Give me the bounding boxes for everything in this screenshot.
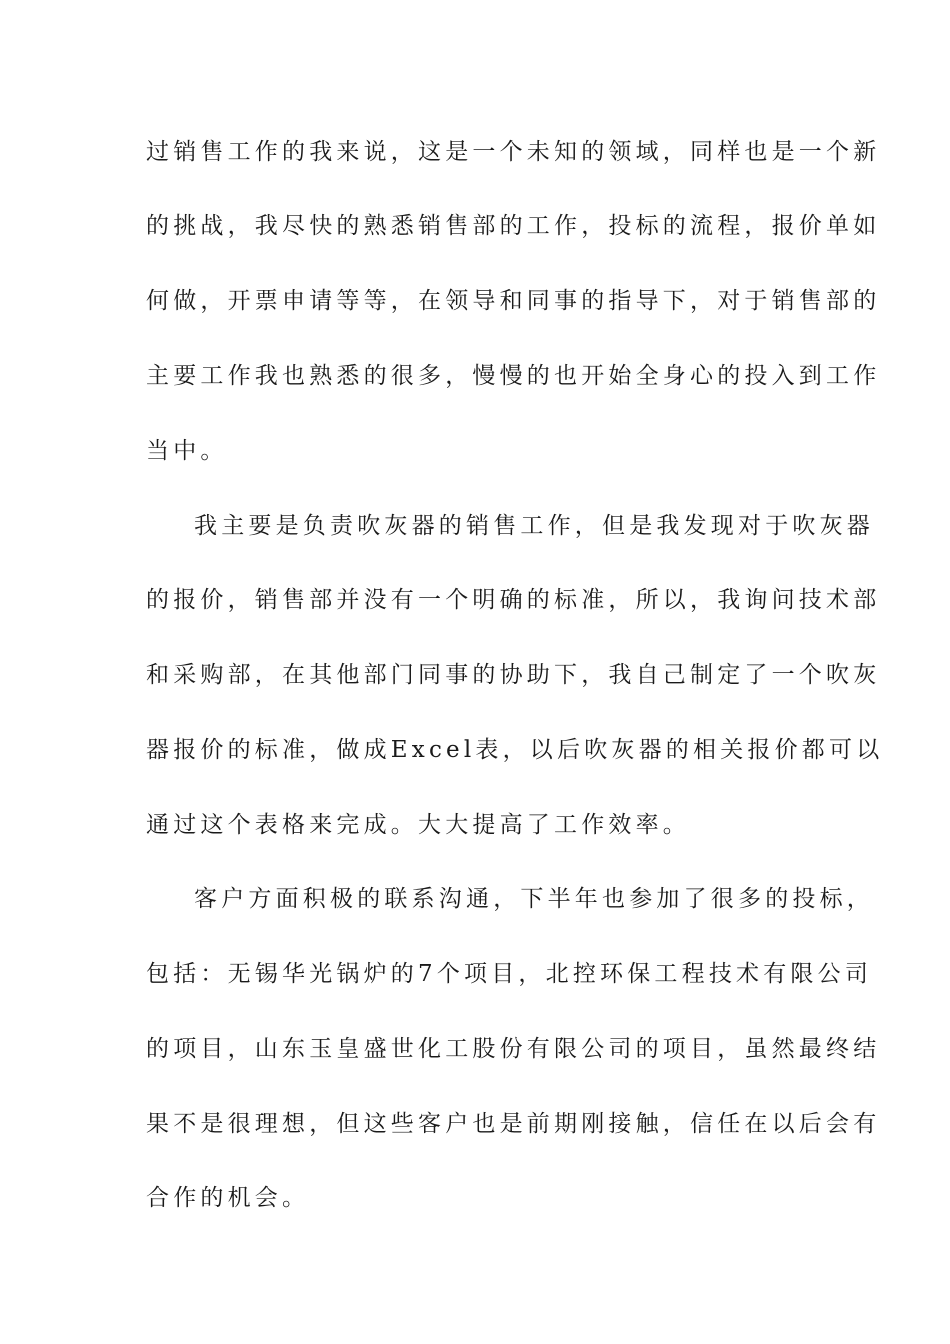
paragraph-2-line-2: 的报价，销售部并没有一个明确的标准，所以，我询问技术部	[146, 587, 881, 613]
paragraph-2-line-3: 和采购部，在其他部门同事的协助下，我自己制定了一个吹灰	[146, 662, 881, 688]
paragraph-3-line-2: 包括：无锡华光锅炉的7个项目，北控环保工程技术有限公司	[146, 961, 873, 987]
paragraph-1-line-1: 过销售工作的我来说，这是一个未知的领域，同样也是一个新	[146, 139, 881, 165]
paragraph-1-line-2: 的挑战，我尽快的熟悉销售部的工作，投标的流程，报价单如	[146, 213, 881, 239]
paragraph-1-line-5: 当中。	[146, 438, 228, 464]
paragraph-1-line-3: 何做，开票申请等等，在领导和同事的指导下，对于销售部的	[146, 288, 881, 314]
paragraph-3-line-5: 合作的机会。	[146, 1185, 310, 1211]
paragraph-3-line-4: 果不是很理想，但这些客户也是前期刚接触，信任在以后会有	[146, 1111, 881, 1137]
paragraph-2-line-4: 器报价的标准，做成Excel表，以后吹灰器的相关报价都可以	[146, 737, 884, 763]
paragraph-3-line-3: 的项目，山东玉皇盛世化工股份有限公司的项目，虽然最终结	[146, 1036, 881, 1062]
paragraph-3-line-1: 客户方面积极的联系沟通，下半年也参加了很多的投标，	[194, 886, 874, 912]
paragraph-2-line-5: 通过这个表格来完成。大大提高了工作效率。	[146, 812, 690, 838]
paragraph-1-line-4: 主要工作我也熟悉的很多，慢慢的也开始全身心的投入到工作	[146, 363, 881, 389]
paragraph-2-line-1: 我主要是负责吹灰器的销售工作，但是我发现对于吹灰器	[194, 513, 874, 539]
